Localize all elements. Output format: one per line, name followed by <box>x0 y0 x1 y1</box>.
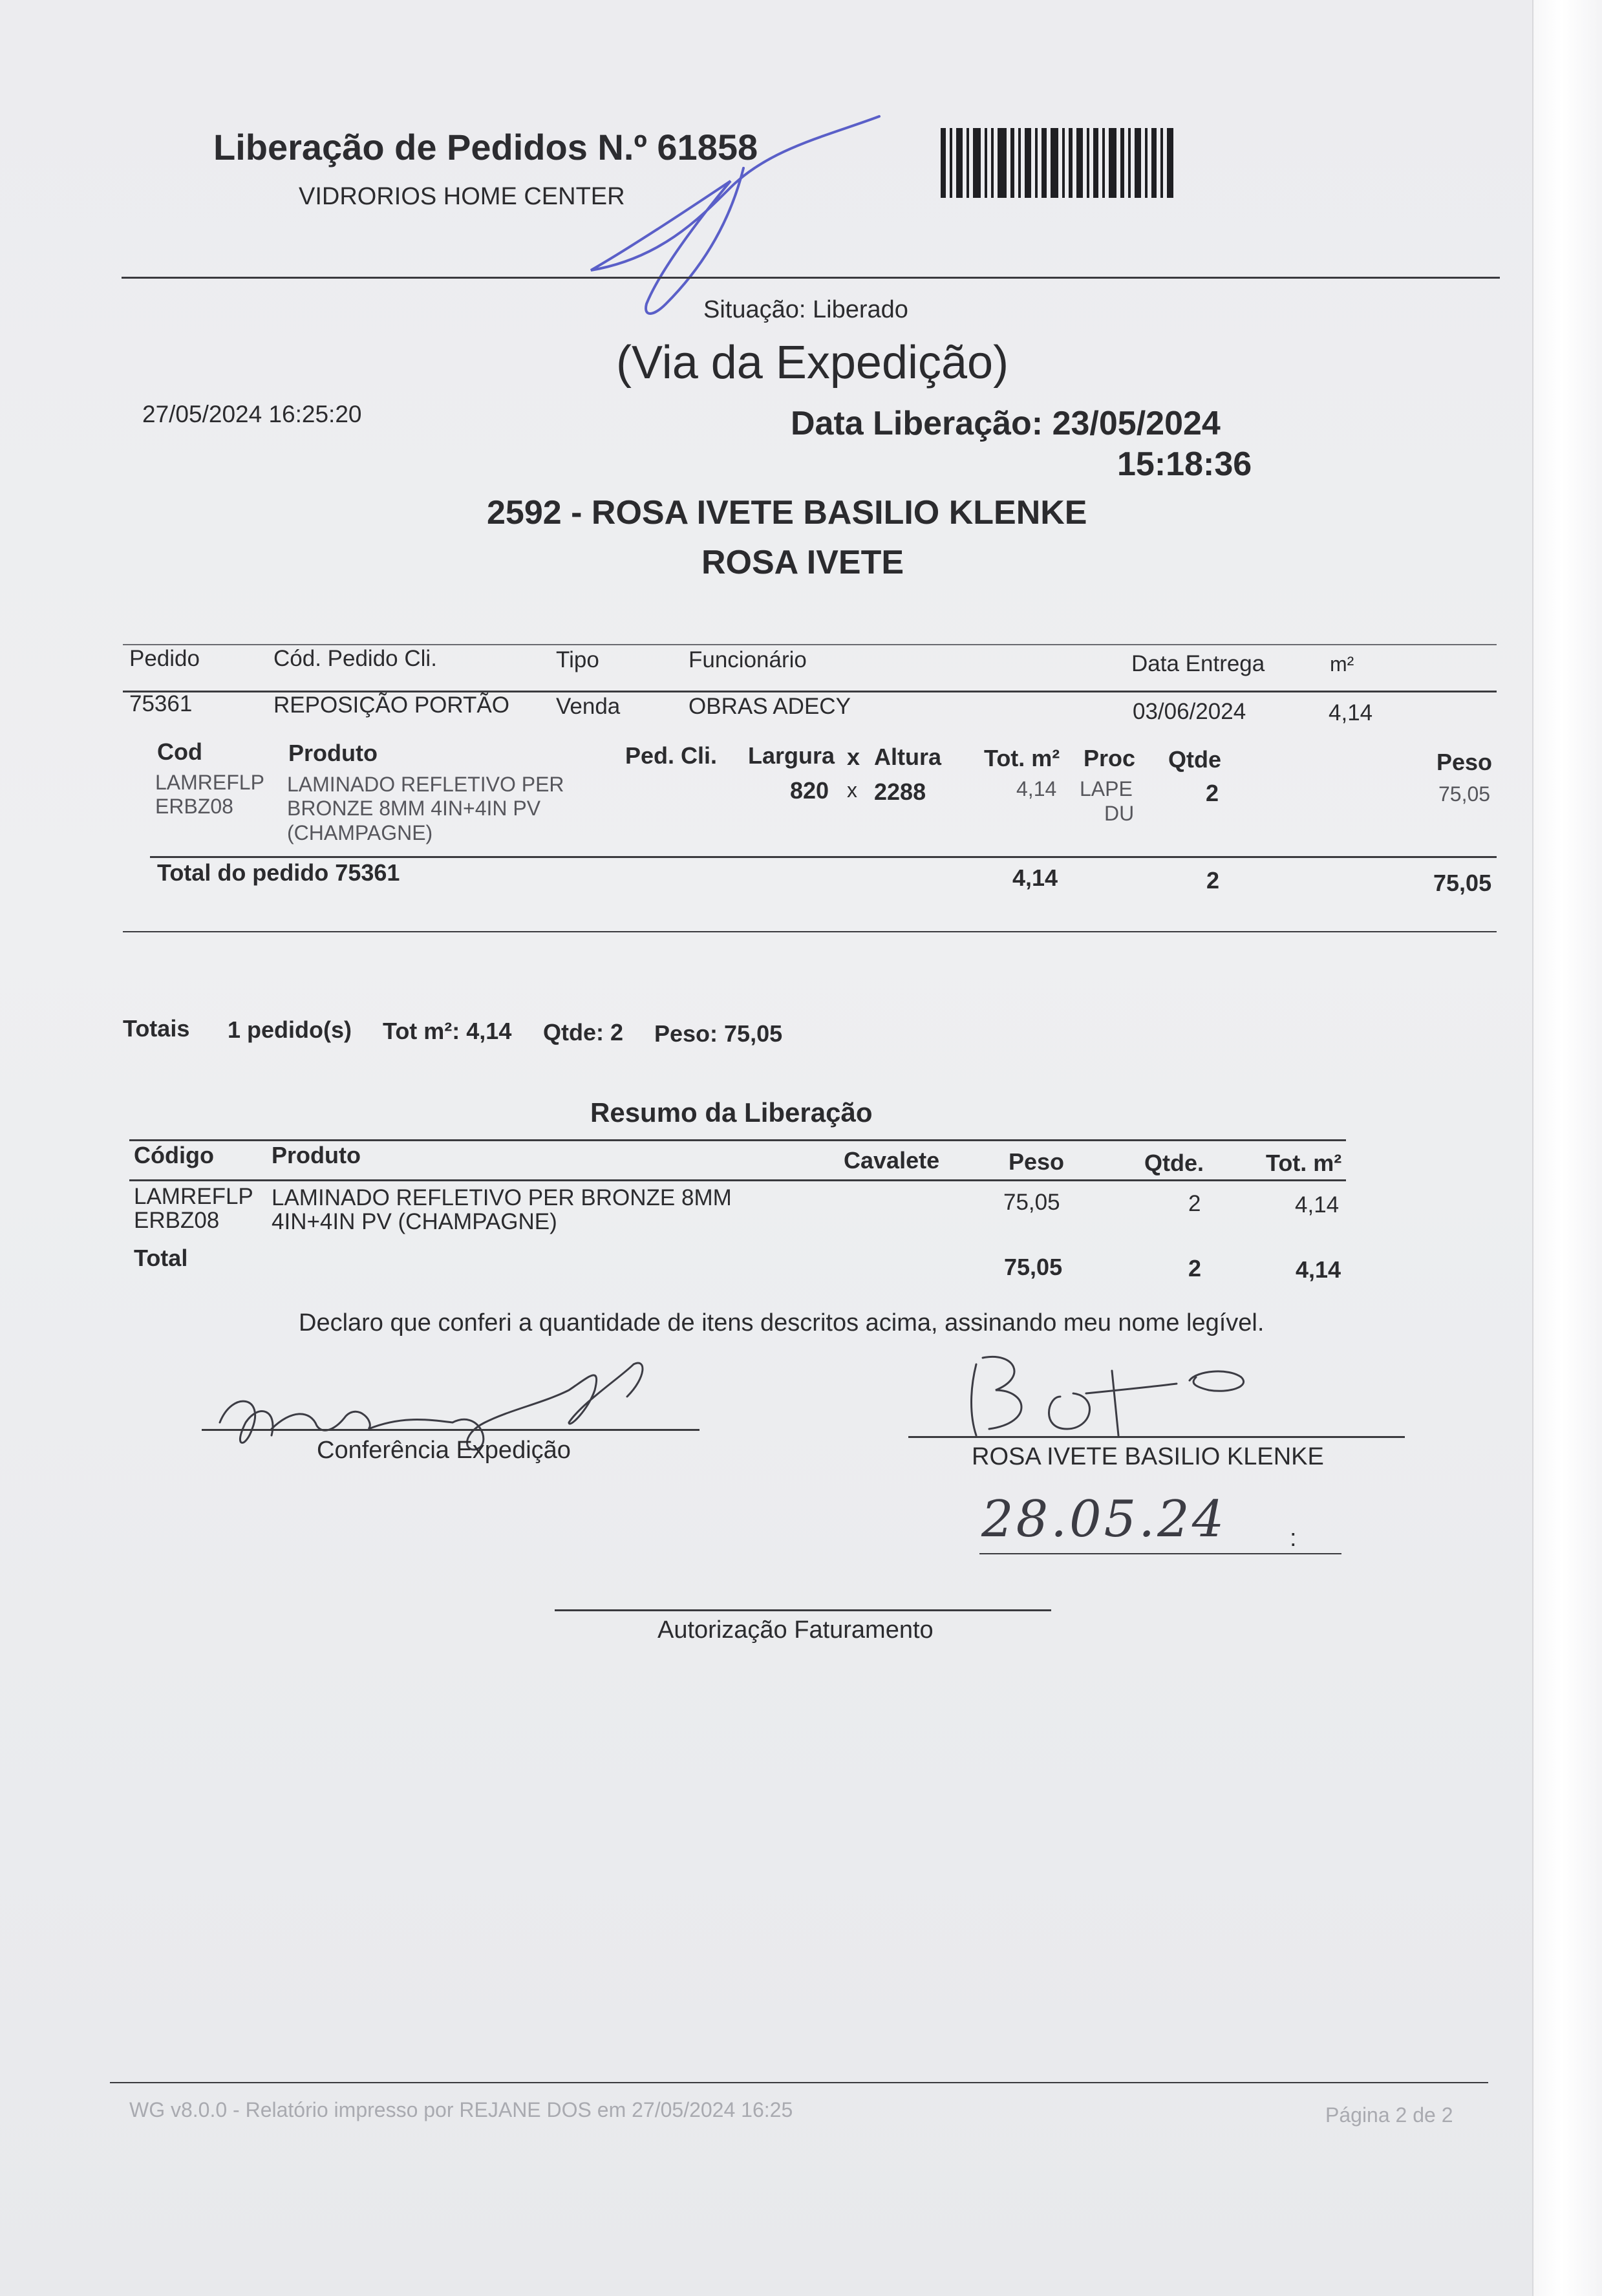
resumo-produto-line1: LAMINADO REFLETIVO PER BRONZE 8MM <box>272 1185 732 1210</box>
resumo-header-qtde: Qtde. <box>1144 1150 1204 1176</box>
total-pedido-label: Total do pedido 75361 <box>157 859 400 886</box>
footer-page-number: Página 2 de 2 <box>1325 2103 1453 2127</box>
col-header-funcionario: Funcionário <box>689 647 807 672</box>
autorizacao-label: Autorização Faturamento <box>657 1616 934 1644</box>
resumo-title: Resumo da Liberação <box>590 1097 873 1128</box>
item-produto-line3: (CHAMPAGNE) <box>287 821 433 844</box>
item-header-peso: Peso <box>1436 749 1493 775</box>
resumo-header-tot-m2: Tot. m² <box>1266 1150 1342 1176</box>
item-header-produto: Produto <box>288 740 378 766</box>
item-produto-line2: BRONZE 8MM 4IN+4IN PV <box>287 797 541 820</box>
total-pedido-tot-m2: 4,14 <box>1012 864 1058 891</box>
cliente-apelido: ROSA IVETE <box>701 544 904 581</box>
item-qtde: 2 <box>1206 780 1219 806</box>
item-header-qtde: Qtde <box>1168 746 1222 773</box>
resumo-total-label: Total <box>134 1245 188 1271</box>
totais-tot-m2: Tot m²: 4,14 <box>383 1018 512 1044</box>
totais-qtde: Qtde: 2 <box>543 1019 624 1046</box>
resumo-top-rule <box>129 1139 1346 1141</box>
item-header-cod: Cod <box>157 738 202 765</box>
item-proc-line2: DU <box>1104 802 1135 825</box>
resumo-produto-line2: 4IN+4IN PV (CHAMPAGNE) <box>272 1209 557 1234</box>
item-cod-line1: LAMREFLP <box>155 771 264 794</box>
pedidos-table-top-rule <box>123 644 1497 645</box>
pedidos-section-end-rule <box>123 931 1497 932</box>
col-header-m2: m² <box>1330 652 1354 676</box>
via-expedicao-title: (Via da Expedição) <box>616 337 1009 389</box>
item-largura: 820 <box>790 777 829 804</box>
item-altura: 2288 <box>874 778 926 805</box>
cliente-signature-name: ROSA IVETE BASILIO KLENKE <box>972 1443 1324 1470</box>
cliente-signature <box>957 1345 1319 1448</box>
item-proc-line1: LAPE <box>1080 777 1133 800</box>
cod-pedido-cli: REPOSIÇÃO PORTÃO <box>273 692 509 718</box>
resumo-total-tot-m2: 4,14 <box>1296 1256 1341 1283</box>
item-tot-m2: 4,14 <box>1016 777 1057 800</box>
funcionario-value: OBRAS ADECY <box>689 694 851 719</box>
item-produto-line1: LAMINADO REFLETIVO PER <box>287 773 564 796</box>
tipo-value: Venda <box>556 694 621 719</box>
conferencia-label: Conferência Expedição <box>317 1437 571 1464</box>
item-header-proc: Proc <box>1084 745 1136 771</box>
pedido-number: 75361 <box>129 691 193 716</box>
col-header-pedido: Pedido <box>129 646 200 671</box>
resumo-total-peso: 75,05 <box>1004 1254 1063 1280</box>
totais-pedidos: 1 pedido(s) <box>228 1016 352 1043</box>
item-header-tot-m2: Tot. m² <box>984 745 1060 771</box>
resumo-qtde: 2 <box>1188 1191 1201 1216</box>
resumo-total-qtde: 2 <box>1188 1255 1202 1282</box>
resumo-header-produto: Produto <box>272 1142 361 1168</box>
situacao-label: Situação: Liberado <box>703 296 908 323</box>
total-pedido-peso: 75,05 <box>1433 870 1492 896</box>
barcode <box>941 128 1184 198</box>
item-header-largura: Largura <box>748 742 835 769</box>
cliente-nome: 2592 - ROSA IVETE BASILIO KLENKE <box>487 494 1087 531</box>
data-entrega-value: 03/06/2024 <box>1133 699 1246 724</box>
data-liberacao: Data Liberação: 23/05/2024 <box>791 405 1221 442</box>
resumo-header-peso: Peso <box>1009 1148 1065 1175</box>
page-fold-edge <box>1532 0 1602 2296</box>
resumo-header-codigo: Código <box>134 1142 214 1168</box>
col-header-cod-pedido-cli: Cód. Pedido Cli. <box>273 646 437 671</box>
footer-rule <box>110 2082 1488 2083</box>
resumo-codigo-line1: LAMREFLP <box>134 1184 253 1209</box>
conferencia-signature-line <box>202 1429 700 1431</box>
item-cod-line2: ERBZ08 <box>155 795 233 818</box>
cliente-signature-line <box>908 1436 1405 1438</box>
resumo-header-rule <box>129 1179 1346 1181</box>
col-header-data-entrega: Data Entrega <box>1131 651 1265 676</box>
autorizacao-line <box>555 1609 1051 1611</box>
item-peso: 75,05 <box>1438 782 1491 806</box>
declaracao-text: Declaro que conferi a quantidade de itens descritos acima, assinando meu nome legível. <box>299 1309 1265 1336</box>
resumo-tot-m2: 4,14 <box>1295 1192 1340 1218</box>
date-line <box>979 1553 1341 1554</box>
total-pedido-qtde: 2 <box>1206 867 1220 894</box>
resumo-header-cavalete: Cavalete <box>844 1147 940 1174</box>
handwritten-date: 28.05.24 <box>981 1490 1227 1549</box>
item-header-x: x <box>847 744 860 770</box>
hora-placeholder: : <box>1290 1525 1297 1552</box>
totais-label: Totais <box>123 1015 190 1042</box>
footer-report-info: WG v8.0.0 - Relatório impresso por REJANE DOS em 27/05/2024 16:25 <box>129 2098 793 2121</box>
printed-timestamp: 27/05/2024 16:25:20 <box>142 401 362 427</box>
item-x: x <box>847 778 857 802</box>
item-header-ped-cli: Ped. Cli. <box>625 742 718 769</box>
totais-peso: Peso: 75,05 <box>654 1020 783 1047</box>
itens-total-rule <box>150 856 1497 858</box>
resumo-peso: 75,05 <box>1003 1190 1060 1215</box>
document-title: Liberação de Pedidos N.º 61858 <box>213 127 758 167</box>
header-divider <box>122 277 1500 279</box>
hora-liberacao: 15:18:36 <box>1117 445 1252 483</box>
item-header-altura: Altura <box>874 744 942 770</box>
col-header-tipo: Tipo <box>556 647 599 672</box>
m2-value: 4,14 <box>1329 700 1373 725</box>
company-name: VIDRORIOS HOME CENTER <box>299 183 625 210</box>
resumo-codigo-line2: ERBZ08 <box>134 1208 220 1233</box>
